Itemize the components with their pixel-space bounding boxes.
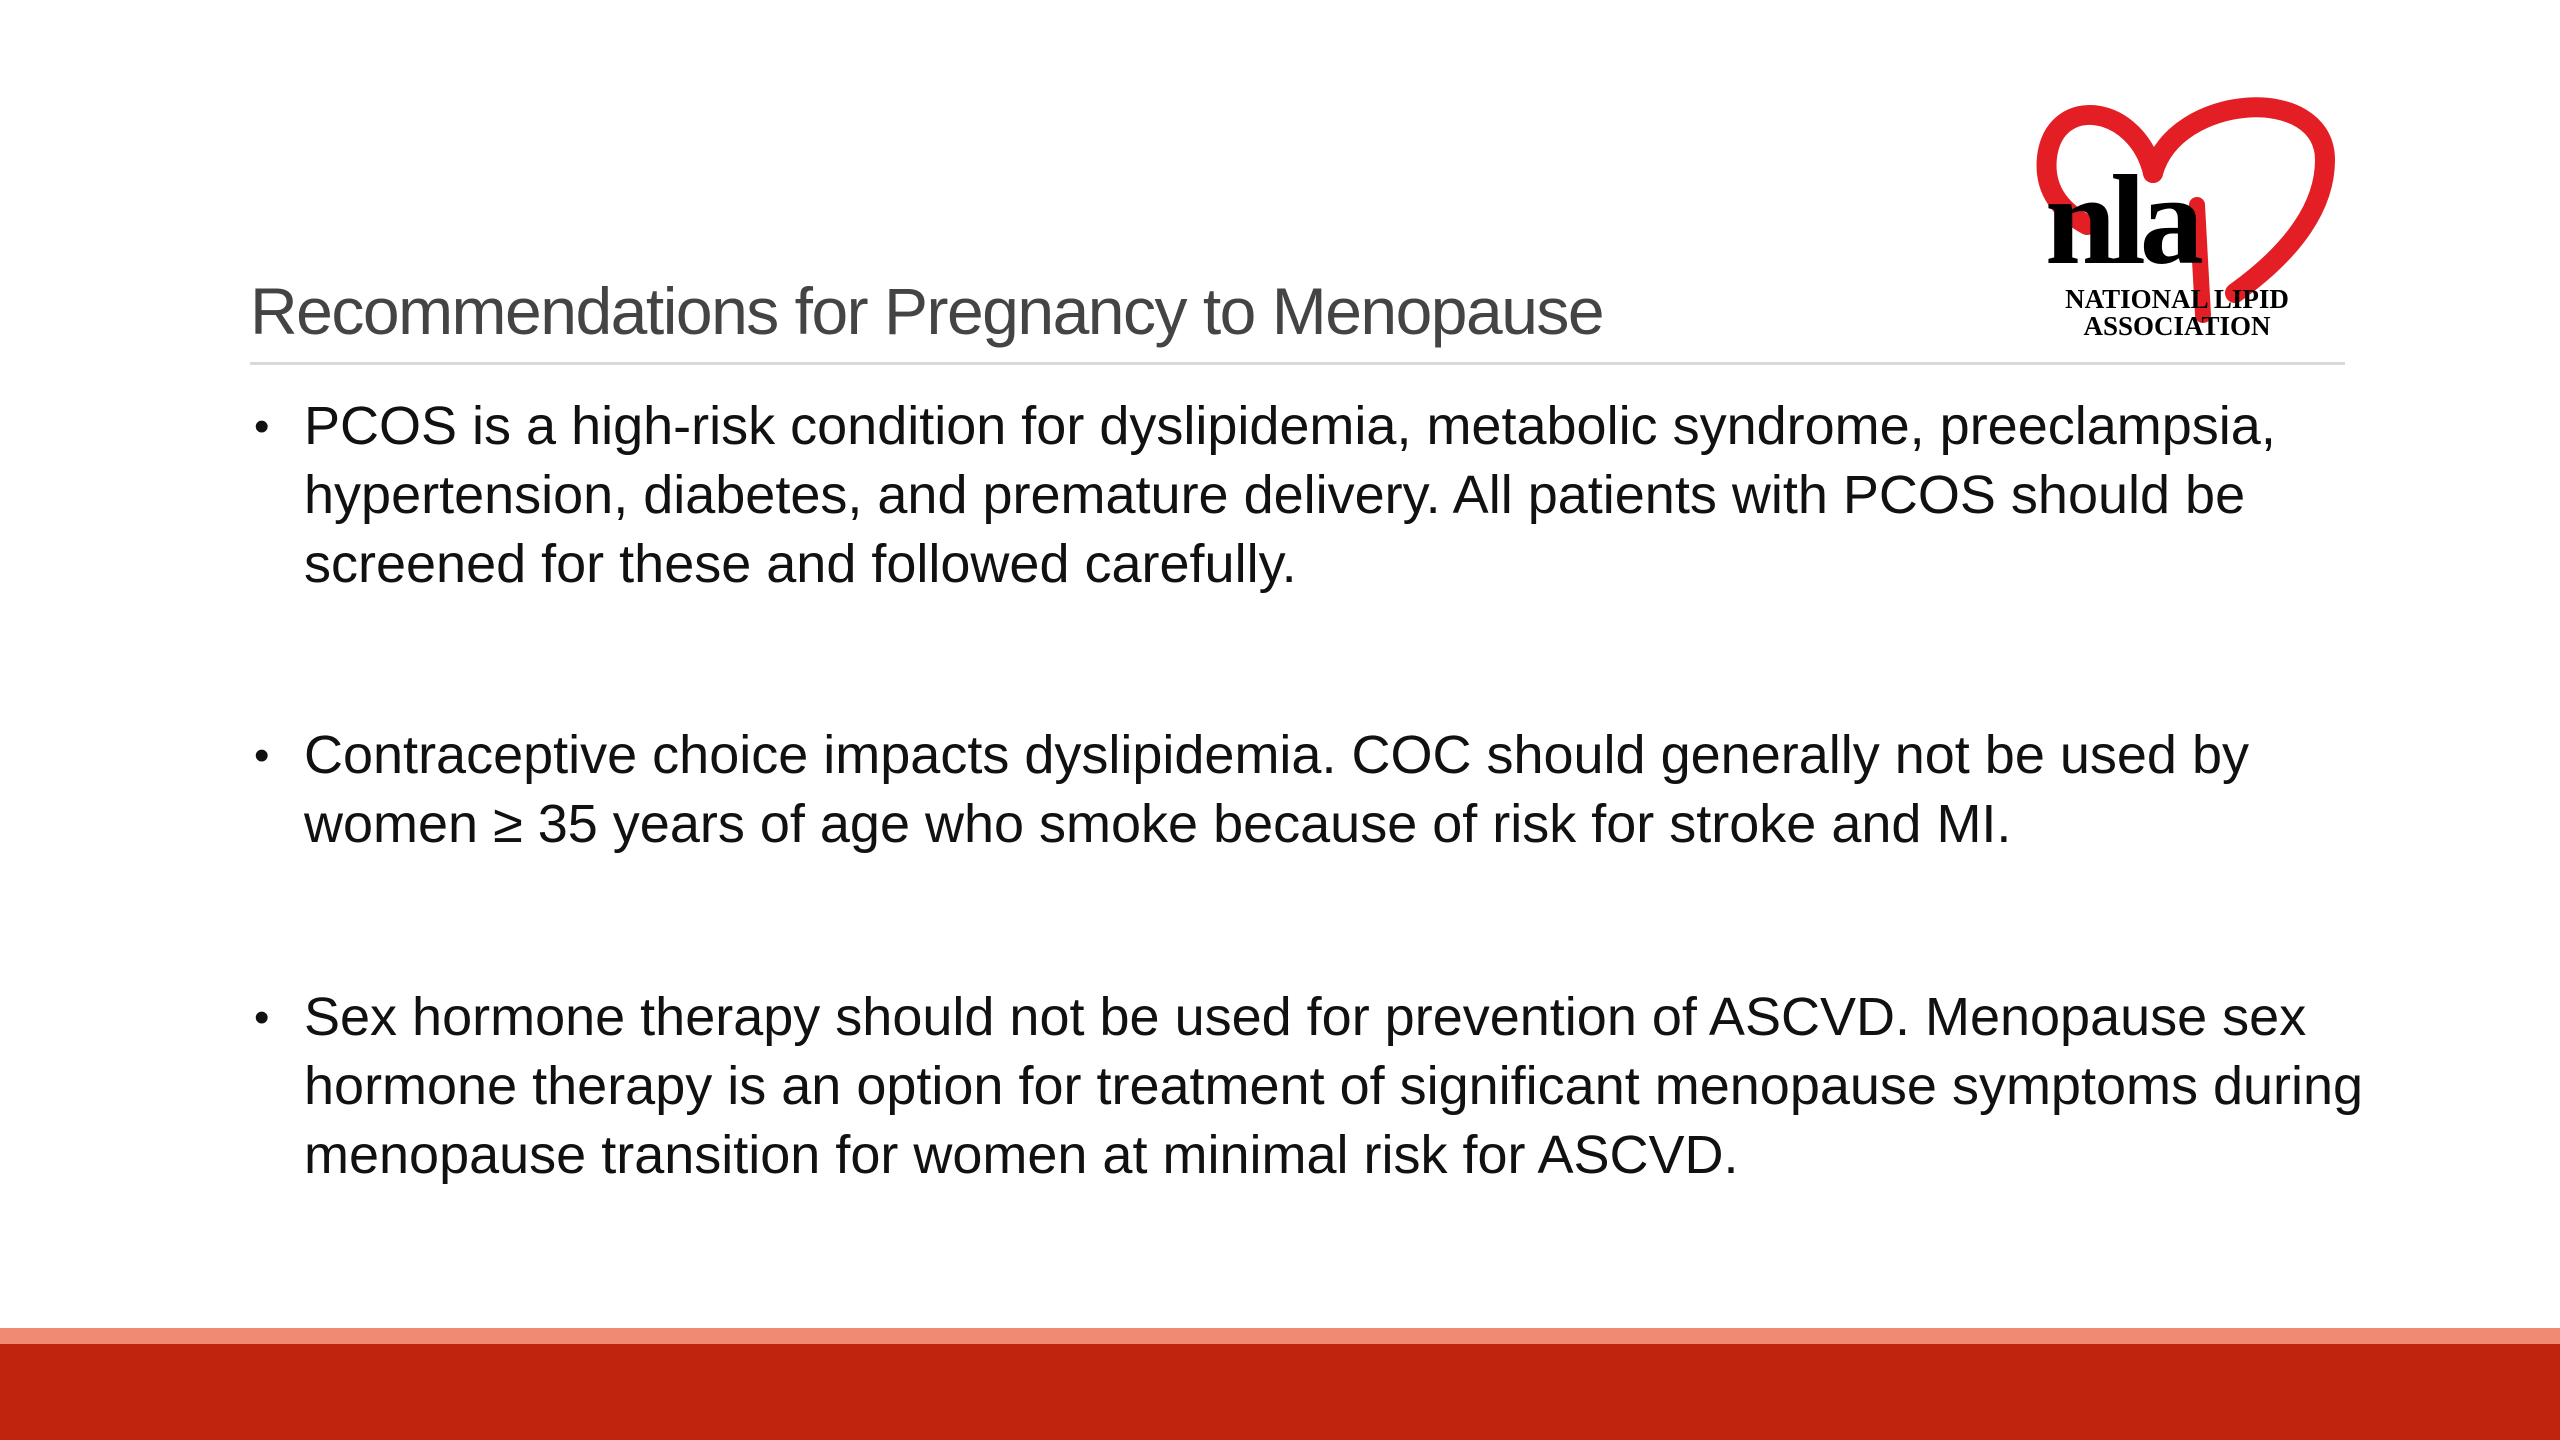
bullet-text: PCOS is a high-risk condition for dyslipidemia, metabolic syndrome, preeclampsia, hypertension, diabetes, and premature delivery. All patients with PCOS should be screened for these and followed carefully. xyxy=(304,396,2276,594)
logo-name-line2: ASSOCIATION xyxy=(2083,311,2271,341)
bullet-item xyxy=(250,721,2370,859)
logo-name-line1: NATIONAL LIPID xyxy=(2065,284,2289,314)
nla-logo xyxy=(2025,65,2355,355)
bullet-list xyxy=(250,392,2370,1190)
title-divider xyxy=(250,362,2345,365)
nla-logo-graphic xyxy=(2025,65,2355,355)
bullet-text: Sex hormone therapy should not be used for prevention of ASCVD. Menopause sex hormone therapy is an option for treatment of significant menopause symptoms during menopause transition for women at minimal risk for ASCVD. xyxy=(304,987,2364,1185)
bullet-text: Contraceptive choice impacts dyslipidemia. COC should generally not be used by women ≥ 35 years of age who smoke because of risk for stroke and MI. xyxy=(304,725,2250,854)
bullet-item xyxy=(250,392,2370,599)
footer-accent-stripe xyxy=(0,1328,2560,1344)
bullet-item xyxy=(250,983,2370,1190)
bullet-glyph: • xyxy=(254,402,270,451)
bullet-glyph: • xyxy=(254,731,270,780)
footer-bar xyxy=(0,1344,2560,1440)
slide-title: Recommendations for Pregnancy to Menopause xyxy=(250,274,1604,348)
bullet-glyph: • xyxy=(254,993,270,1042)
logo-letters: nla xyxy=(2045,149,2198,291)
